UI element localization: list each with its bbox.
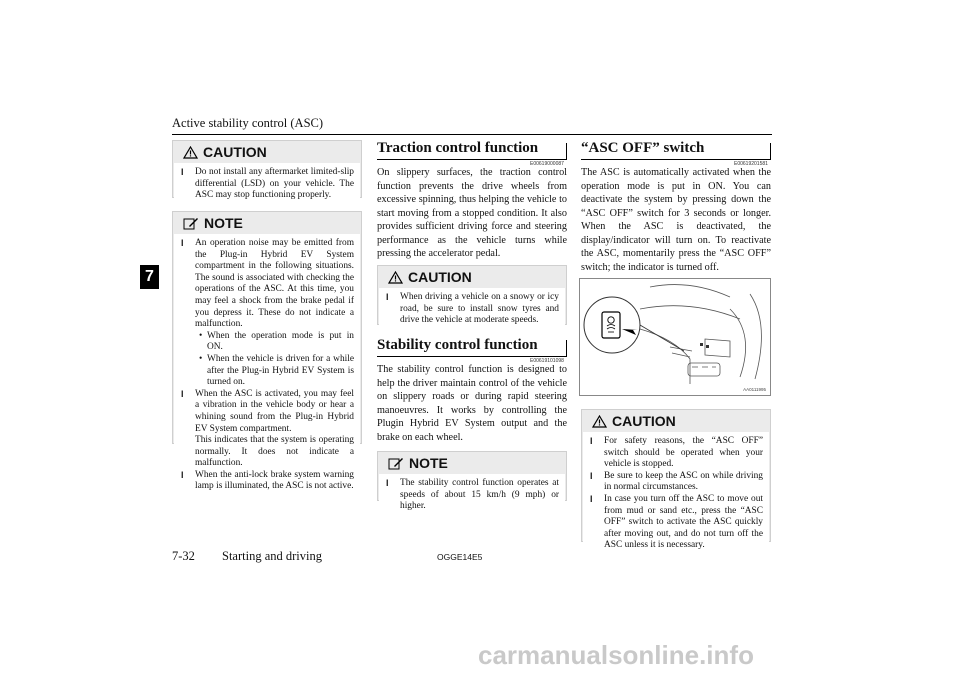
list-item: l In case you turn off the ASC to move out from mud or sand etc., press the “ASC OFF” switch to activate the ASC quickly after moving out, and do not turn off the ASC unless it is necessary. bbox=[590, 493, 763, 551]
warning-triangle-icon bbox=[592, 415, 607, 428]
list-item: l For safety reasons, the “ASC OFF” switch should be operated when your vehicle is stopped. bbox=[590, 436, 763, 470]
caution-box-switch bbox=[581, 409, 771, 551]
section-code: E00619201581 bbox=[734, 161, 768, 167]
list-item: l The stability control function operates at speeds of about 15 km/h (9 mph) or higher. bbox=[386, 478, 559, 512]
caution-box-lsd bbox=[172, 140, 362, 201]
note-box-speed bbox=[377, 451, 567, 512]
caution-label: CAUTION bbox=[408, 269, 472, 285]
note-pencil-icon bbox=[183, 217, 199, 230]
list-item: l When driving a vehicle on a snowy or icy road, be sure to install snow tyres and drive the vehicle at moderate speeds. bbox=[386, 292, 559, 326]
caution-box-snow bbox=[377, 265, 567, 325]
document-code: OGGE14E5 bbox=[437, 552, 483, 562]
stability-text: The stability control function is designed to help the driver maintain control of the vehicle on slippery roads or during rapid steering manoeuvres. It works by controlling the Plugin Hybrid EV System output and the brake on each wheel. bbox=[377, 364, 567, 443]
note-label: NOTE bbox=[204, 215, 243, 231]
stability-title: Stability control function bbox=[377, 337, 538, 353]
section-name: Starting and driving bbox=[222, 549, 322, 563]
chapter-tab: 7 bbox=[140, 265, 159, 289]
sub-item: • When the operation mode is put in ON. bbox=[199, 330, 354, 353]
list-item: l Do not install any aftermarket limited-slip differential (LSD) on your vehicle. The ASC may stop functioning properly. bbox=[181, 167, 354, 201]
header-rule bbox=[172, 134, 772, 135]
section-code: E00619101098 bbox=[530, 358, 564, 364]
watermark: carmanualsonline.info bbox=[478, 640, 754, 670]
note-box-asc bbox=[172, 211, 362, 492]
list-item: l Be sure to keep the ASC on while driving in normal circumstances. bbox=[590, 470, 763, 493]
note-pencil-icon bbox=[388, 457, 404, 470]
page-number: 7-32 bbox=[172, 549, 195, 563]
asc-off-switch-figure bbox=[579, 278, 771, 396]
section-rule bbox=[377, 356, 567, 357]
section-tick bbox=[566, 143, 567, 160]
dashboard-illustration bbox=[580, 279, 770, 395]
traction-text: On slippery surfaces, the traction control function prevents the drive wheels from excessive spinning, thus helping the vehicle to start moving from a stopped condition. It also provides sufficient driving force and steering performance as the vehicle turns while pressing the accelerator pedal. bbox=[377, 167, 567, 259]
note-label: NOTE bbox=[409, 455, 448, 471]
caution-label: CAUTION bbox=[612, 413, 676, 429]
traction-title: Traction control function bbox=[377, 140, 539, 156]
asc-off-switch-text: The ASC is automatically activated when the operation mode is put in ON. You can deactivate the system by pressing down the “ASC OFF” switch for 3 seconds or longer. When the ASC is deactivated, the display/indicator will turn on. To reactivate the ASC, momentarily press the “ASC OFF” switch; the indicator is turned off. bbox=[581, 167, 771, 273]
warning-triangle-icon bbox=[183, 146, 198, 159]
section-tick bbox=[770, 143, 771, 160]
running-header: Active stability control (ASC) bbox=[172, 116, 324, 130]
section-tick bbox=[566, 340, 567, 357]
section-code: E00619000087 bbox=[530, 161, 564, 167]
figure-code: AA0111995 bbox=[743, 387, 766, 392]
asc-off-switch-title: “ASC OFF” switch bbox=[581, 140, 705, 156]
list-item: l When the ASC is activated, you may feel a vibration in the vehicle body or hear a whining sound from the Plug-in Hybrid EV System compartment. This indicates that the system is operating normally. It does not indicate a malfunction. bbox=[181, 388, 354, 469]
list-item: l An operation noise may be emitted from the Plug-in Hybrid EV System compartment in the following situations. The sound is associated with checking the operations of the ASC. At this time, you may feel a shock from the brake pedal if you depress it. These do not indicate a malfunction. • When the operation mode is put in ON. • When the vehicle is driven for a while after the Plug-in Hybrid EV System is turned on. bbox=[181, 238, 354, 388]
list-item: l When the anti-lock brake system warning lamp is illuminated, the ASC is not active. bbox=[181, 469, 354, 492]
warning-triangle-icon bbox=[388, 271, 403, 284]
section-rule bbox=[581, 159, 771, 160]
section-rule bbox=[377, 159, 567, 160]
caution-label: CAUTION bbox=[203, 144, 267, 160]
sub-item: • When the vehicle is driven for a while after the Plug-in Hybrid EV System is turned on. bbox=[199, 353, 354, 388]
